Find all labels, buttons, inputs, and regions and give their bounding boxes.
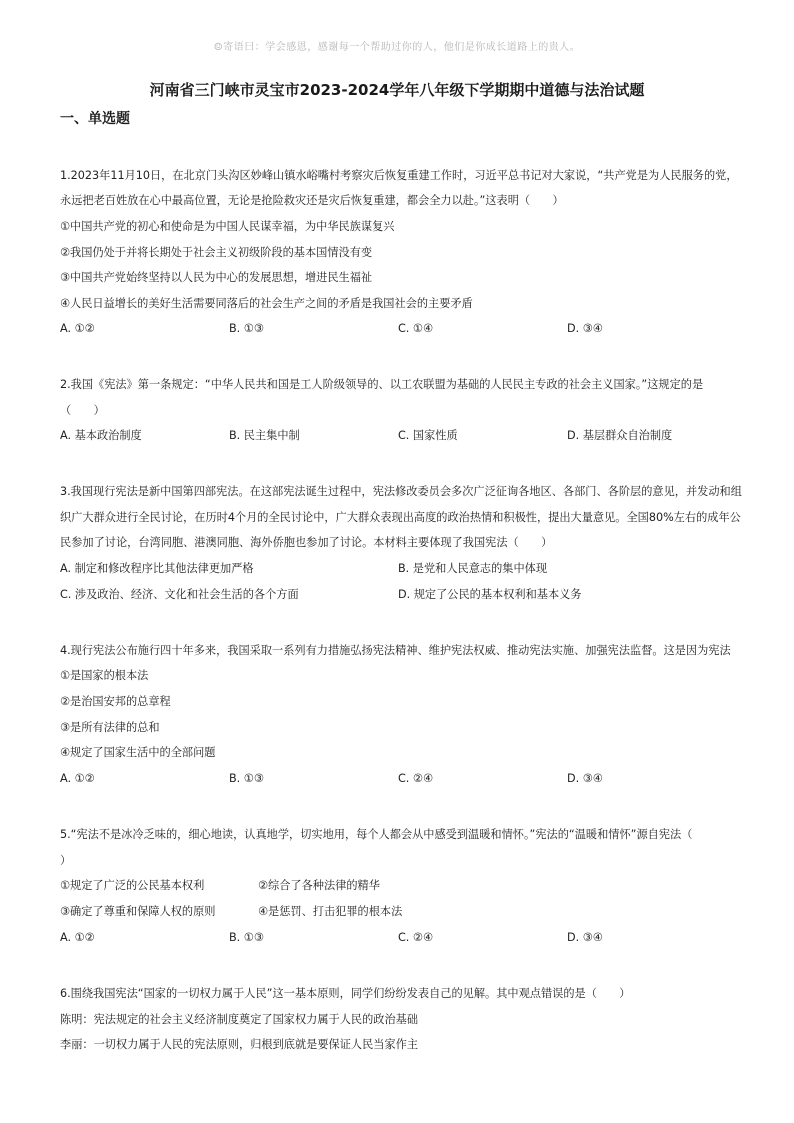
question-3-stem-line-2: 织广大群众进行全民讨论，在历时4个月的全民讨论中，广大群众表现出高度的政治热情和积极性，提出大量意见。全国80%左右的成年公 xyxy=(60,511,741,524)
question-5-item-2: ②综合了各种法律的精华 xyxy=(258,879,380,892)
page-title: 河南省三门峡市灵宝市2023-2024学年八年级下学期期中道德与法治试题 xyxy=(149,81,645,99)
question-4-option-d: D. ③④ xyxy=(567,772,603,785)
question-3-stem-line-1: 3.我国现行宪法是新中国第四部宪法。在这部宪法诞生过程中，宪法修改委员会多次广泛征询各地区、各部门、各阶层的意见，并发动和组 xyxy=(60,485,742,498)
question-4-item-2: ②是治国安邦的总章程 xyxy=(60,695,171,708)
question-5-item-4: ④是惩罚、打击犯罪的根本法 xyxy=(258,905,403,918)
question-2-option-a: A. 基本政治制度 xyxy=(60,429,142,442)
question-3-option-a: A. 制定和修改程序比其他法律更加严格 xyxy=(60,562,254,575)
question-6-item-1: 陈明：宪法规定的社会主义经济制度奠定了国家权力属于人民的政治基础 xyxy=(60,1013,419,1026)
question-3-option-d: D. 规定了公民的基本权利和基本义务 xyxy=(398,588,582,601)
question-5-item-3: ③确定了尊重和保障人权的原则 xyxy=(60,905,216,918)
question-5-option-d: D. ③④ xyxy=(567,931,603,944)
question-5-option-b: B. ①③ xyxy=(229,931,264,944)
question-3-option-c: C. 涉及政治、经济、文化和社会生活的各个方面 xyxy=(60,588,299,601)
question-6-stem-line-1: 6.围绕我国宪法“国家的一切权力属于人民”这一基本原则，同学们纷纷发表自己的见解。其中观点错误的是（ ） xyxy=(60,987,631,1000)
question-2-option-c: C. 国家性质 xyxy=(398,429,458,442)
page-motto: ☺寄语曰：学会感恩，感谢每一个帮助过你的人，他们是你成长道路上的贵人。 xyxy=(213,42,581,53)
question-4-option-a: A. ①② xyxy=(60,772,95,785)
question-4-option-c: C. ②④ xyxy=(398,772,433,785)
question-4-item-4: ④规定了国家生活中的全部问题 xyxy=(60,746,216,759)
question-1-option-c: C. ①④ xyxy=(398,322,433,335)
question-1-item-4: ④人民日益增长的美好生活需要同落后的社会生产之间的矛盾是我国社会的主要矛盾 xyxy=(60,297,473,310)
question-4-option-b: B. ①③ xyxy=(229,772,264,785)
question-1-stem-line-1: 1.2023年11月10日，在北京门头沟区妙峰山镇水峪嘴村考察灾后恢复重建工作时，习近平总书记对大家说，“共产党是为人民服务的党， xyxy=(60,169,738,182)
question-5-option-c: C. ②④ xyxy=(398,931,433,944)
question-5-item-1: ①规定了广泛的公民基本权利 xyxy=(60,879,205,892)
question-1-stem-line-2: 永远把老百姓放在心中最高位置，无论是抢险救灾还是灾后恢复重建，都会全力以赴。”这表明（ ） xyxy=(60,194,564,207)
question-2-option-d: D. 基层群众自治制度 xyxy=(567,429,673,442)
question-4-stem-line-1: 4.现行宪法公布施行四十年多来，我国采取一系列有力措施弘扬宪法精神、维护宪法权威、推动宪法实施、加强宪法监督。这是因为宪法 xyxy=(60,644,731,657)
question-5-option-a: A. ①② xyxy=(60,931,95,944)
question-1-item-2: ②我国仍处于并将长期处于社会主义初级阶段的基本国情没有变 xyxy=(60,246,373,259)
question-4-item-1: ①是国家的根本法 xyxy=(60,669,149,682)
question-3-option-b: B. 是党和人民意志的集中体现 xyxy=(398,562,548,575)
question-1-option-a: A. ①② xyxy=(60,322,95,335)
question-3-stem-line-3: 民参加了讨论，台湾同胞、港澳同胞、海外侨胞也参加了讨论。本材料主要体现了我国宪法（ ） xyxy=(60,536,553,549)
question-1-option-d: D. ③④ xyxy=(567,322,603,335)
question-5-stem-line-2: ） xyxy=(60,854,72,867)
question-4-item-3: ③是所有法律的总和 xyxy=(60,721,160,734)
question-1-option-b: B. ①③ xyxy=(229,322,264,335)
section-heading: 一、单选题 xyxy=(60,111,130,127)
question-1-item-3: ③中国共产党始终坚持以人民为中心的发展思想，增进民生福祉 xyxy=(60,271,373,284)
question-2-option-b: B. 民主集中制 xyxy=(229,429,300,442)
question-2-stem-line-1: 2.我国《宪法》第一条规定：“中华人民共和国是工人阶级领导的、以工农联盟为基础的人民民主专政的社会主义国家。”这规定的是 xyxy=(60,378,704,391)
question-1-item-1: ①中国共产党的初心和使命是为中国人民谋幸福，为中华民族谋复兴 xyxy=(60,220,395,233)
question-6-item-2: 李丽：一切权力属于人民的宪法原则，归根到底就是要保证人民当家作主 xyxy=(60,1038,419,1051)
question-5-stem-line-1: 5.“宪法不是冰冷乏味的，细心地读，认真地学，切实地用，每个人都会从中感受到温暖和情怀。”宪法的“温暖和情怀”源自宪法（ xyxy=(60,828,693,841)
question-2-stem-line-2: （ ） xyxy=(60,404,105,417)
